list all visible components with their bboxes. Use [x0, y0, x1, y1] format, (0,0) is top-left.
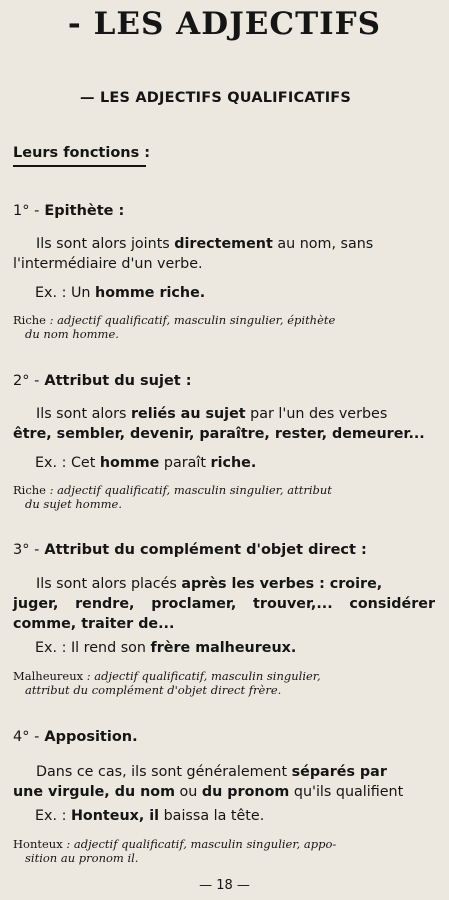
section-2-analysis-word: Riche — [13, 483, 46, 497]
section-1-analysis-line1: : adjectif qualificatif, masculin singulier, épithète — [46, 313, 336, 327]
section-2-heading — [13, 373, 192, 389]
section-4-example-bold: Honteux, il — [70, 808, 160, 824]
section-2-example — [35, 455, 256, 471]
section-2-example-mid: paraît — [159, 455, 211, 471]
page-subtitle: — LES ADJECTIFS QUALIFICATIFS — [80, 90, 352, 106]
section-1-analysis-word: Riche — [13, 313, 46, 327]
section-2-text — [13, 404, 435, 444]
section-3-text-b: après les verbes : croire, — [181, 576, 383, 592]
section-4-text-a: Dans ce cas, ils sont généralement — [36, 764, 292, 780]
section-4-text-d: ou — [175, 784, 202, 800]
section-2-text-c: par l'un des verbes — [245, 406, 388, 422]
section-3-text-d: comme, traiter de... — [13, 616, 175, 632]
section-3-analysis-word: Malheureux — [13, 669, 84, 683]
section-2-title: Attribut du sujet : — [44, 373, 192, 389]
section-3-example — [35, 640, 296, 656]
section-2-number: 2° - — [13, 373, 40, 389]
section-3-text — [13, 574, 435, 634]
section-1-title: Epithète : — [44, 203, 125, 219]
section-2-example-bold1: homme — [99, 455, 160, 471]
section-4-text-b: séparés par — [291, 764, 387, 780]
section-2-analysis-line1: : adjectif qualificatif, masculin singulier, attribut — [46, 483, 332, 497]
section-1-analysis-line2: du nom homme. — [25, 327, 119, 341]
section-4-analysis-line1: : adjectif qualificatif, masculin singulier, appo- — [62, 837, 337, 851]
section-4-text-e: du pronom — [201, 784, 290, 800]
section-4-analysis — [13, 837, 435, 865]
fonctions-underline — [13, 165, 146, 167]
page-number: — 18 — — [199, 878, 250, 893]
section-3-text-a: Ils sont alors placés — [36, 576, 182, 592]
section-1-example — [35, 285, 205, 301]
section-1-text-d: l'intermédiaire d'un verbe. — [13, 256, 203, 272]
section-1-example-prefix: Ex. : Un — [35, 285, 96, 301]
section-3-heading — [13, 542, 367, 558]
section-4-example-prefix: Ex. : — [35, 808, 71, 824]
section-2-text-b: reliés au sujet — [130, 406, 246, 422]
section-1-text-c: au nom, sans — [272, 236, 374, 252]
section-3-example-bold: frère malheureux. — [150, 640, 297, 656]
section-1-number: 1° - — [13, 203, 40, 219]
section-3-title: Attribut du complément d'objet direct : — [44, 542, 367, 558]
section-3-analysis-line2: attribut du complément d'objet direct frère. — [25, 683, 282, 697]
section-2-example-prefix: Ex. : Cet — [35, 455, 100, 471]
section-1-text-b: directement — [174, 236, 273, 252]
section-3-number: 3° - — [13, 542, 40, 558]
section-4-heading — [13, 729, 138, 745]
section-3-analysis — [13, 669, 435, 697]
section-4-example-suffix: baissa la tête. — [159, 808, 265, 824]
section-2-text-d: être, sembler, devenir, paraître, rester, demeurer... — [13, 426, 425, 442]
section-4-text — [13, 762, 435, 802]
section-3-text-c: juger, rendre, proclamer, trouver,... considérer — [13, 596, 435, 612]
section-4-text-c: une virgule, du nom — [13, 784, 176, 800]
section-4-analysis-line2: sition au pronom il. — [25, 851, 139, 865]
page-title: - LES ADJECTIFS — [67, 6, 382, 42]
section-2-analysis — [13, 483, 435, 511]
section-3-example-prefix: Ex. : Il rend son — [35, 640, 151, 656]
fonctions-heading: Leurs fonctions : — [13, 145, 151, 161]
section-1-text-a: Ils sont alors joints — [36, 236, 175, 252]
section-2-analysis-line2: du sujet homme. — [25, 497, 122, 511]
section-4-example — [35, 808, 264, 824]
section-1-heading — [13, 203, 124, 219]
section-3-analysis-line1: : adjectif qualificatif, masculin singulier, — [83, 669, 321, 683]
section-1-analysis — [13, 313, 435, 341]
section-1-text — [13, 234, 435, 274]
section-4-text-f: qu'ils qualifient — [289, 784, 404, 800]
section-1-example-bold: homme riche. — [95, 285, 206, 301]
section-4-number: 4° - — [13, 729, 40, 745]
section-4-analysis-word: Honteux — [13, 837, 63, 851]
section-2-text-a: Ils sont alors — [36, 406, 131, 422]
section-4-title: Apposition. — [44, 729, 138, 745]
section-2-example-bold2: riche. — [210, 455, 257, 471]
